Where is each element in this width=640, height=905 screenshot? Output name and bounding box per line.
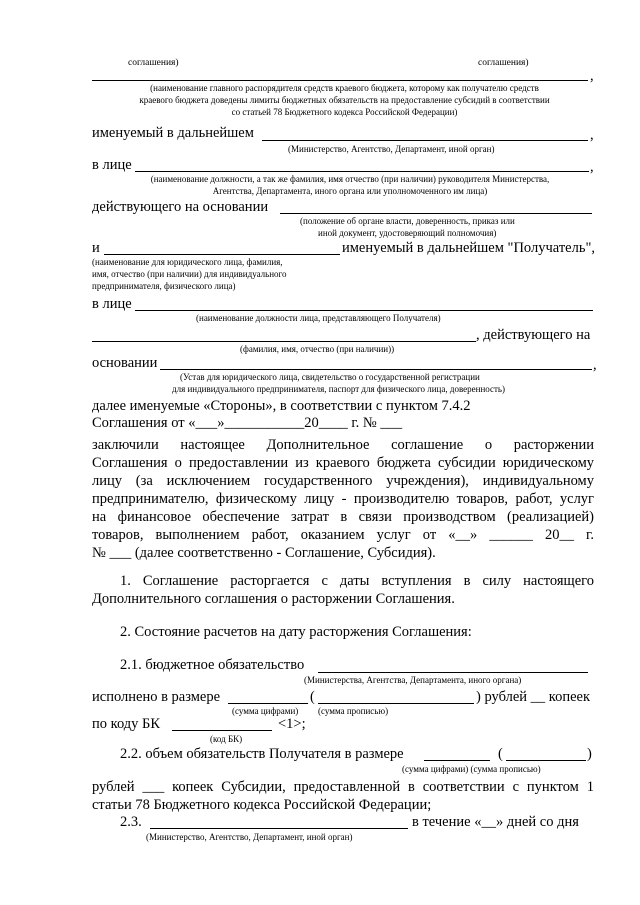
party2-name-caption-3: предпринимателя, физического лица) [92, 281, 236, 291]
item21-rub-label: ) рублей __ копеек [476, 689, 591, 705]
body-line-3: заключили настоящее Дополнительное соглашение о расторжении [92, 437, 594, 453]
top-right-fragment: соглашения) [478, 58, 529, 68]
item21-organ-caption: (Министерства, Агентства, Департамента, иного органа) [304, 675, 522, 685]
item21-ref: <1>; [278, 716, 306, 732]
item1-line-1: 1. Соглашение расторгается с даты вступления в силу настоящего [120, 573, 594, 589]
grantor-caption-3: со статьей 78 Бюджетного кодекса Российской Федерации) [231, 107, 458, 117]
party1-person-caption-1: (наименование должности, а так же фамилия, имя отчество (при наличии) руководителя Министерства, [150, 174, 550, 184]
grantor-name-line [92, 80, 588, 81]
party2-referred-label: именуемый в дальнейшем "Получатель", [342, 240, 595, 256]
item2-heading: 2. Состояние расчетов на дату расторжения Соглашения: [120, 624, 472, 640]
body-line-9: № ___ (далее соответственно - Соглашение, Субсидия). [92, 545, 436, 561]
body-line-8: товаров, выполнением работ, оказанием услуг от «__» ______ 20__ г. [92, 527, 594, 543]
party2-basis-caption-2: для индивидуального предпринимателя, паспорт для физического лица, доверенность) [172, 384, 506, 394]
item21-exec-label: исполнено в размере [92, 689, 221, 705]
party2-basis-caption-1: (Устав для юридического лица, свидетельство о государственной регистрации [180, 372, 480, 382]
party2-person-label: в лице [92, 296, 132, 312]
item22-paren-close: ) [587, 746, 592, 762]
party1-person-caption-2: Агентства, Департамента, иного органа или уполномоченного им лица) [212, 186, 488, 196]
party1-basis-line [280, 213, 592, 214]
item21-organ-line [318, 672, 588, 673]
party2-fio-caption: (фамилия, имя, отчество (при наличии)) [240, 344, 395, 354]
party2-name-caption-2: имя, отчество (при наличии) для индивидуального [92, 269, 287, 279]
item21-bk-caption: (код БК) [210, 734, 243, 744]
item23-label: 2.3. [120, 814, 142, 830]
body-line-2: Соглашения от «___»___________20____ г. № ___ [92, 415, 403, 431]
party1-person-line [135, 171, 589, 172]
item23-tail: в течение «__» дней со дня [412, 814, 579, 830]
party1-person-label: в лице [92, 157, 132, 173]
item22-line-3: статьи 78 Бюджетного кодекса Российской Федерации; [92, 797, 432, 813]
party1-referred-caption: (Министерство, Агентство, Департамент, иной орган) [288, 144, 495, 154]
grantor-caption-2: краевого бюджета доведены лимиты бюджетных обязательств на предоставление субсидий в соответствии [139, 95, 550, 105]
party1-basis-caption-2: иной документ, удостоверяющий полномочия) [318, 228, 497, 238]
party1-referred-label: именуемый в дальнейшем [92, 125, 254, 141]
item21-words-line [318, 703, 474, 704]
item21-label: 2.1. бюджетное обязательство [120, 657, 305, 673]
body-line-6: предпринимателю, физическому лицу - производителю товаров, работ, услуг [92, 491, 594, 507]
party1-basis-caption-1: (положение об органе власти, доверенность, приказ или [300, 216, 515, 226]
party2-acting-label: , действующего на [476, 327, 591, 343]
item21-bk-label: по коду БК [92, 716, 161, 732]
item22-paren-open: ( [498, 746, 503, 762]
grantor-comma: , [590, 68, 594, 84]
party2-person-line [135, 310, 593, 311]
item22-label: 2.2. объем обязательств Получателя в размере [120, 746, 404, 762]
item23-organ-line [150, 828, 408, 829]
party2-fio-line [92, 341, 476, 342]
body-line-1: далее именуемые «Стороны», в соответствии с пунктом 7.4.2 [92, 398, 471, 414]
item22-line-2: рублей ___ копеек Субсидии, предоставленной в соответствии с пунктом 1 [92, 779, 594, 795]
body-line-4: Соглашения о предоставлении из краевого бюджета субсидии юридическому [92, 455, 594, 471]
grantor-caption-1: (наименование главного распорядителя средств краевого бюджета, которому как получателю средств [150, 83, 539, 93]
party1-referred-line [262, 140, 588, 141]
party1-referred-comma: , [590, 127, 594, 143]
party2-basis-line [160, 369, 592, 370]
item22-digits-line [424, 760, 490, 761]
party2-name-line [104, 254, 340, 255]
item21-digits-line [228, 703, 308, 704]
party1-basis-label: действующего на основании [92, 199, 269, 215]
item21-digits-caption: (сумма цифрами) [232, 706, 299, 716]
party1-person-comma: , [590, 159, 594, 175]
body-line-7: на финансовое обеспечение затрат в связи производством (реализацией) [92, 509, 594, 525]
party2-basis-comma: , [593, 357, 597, 373]
item23-caption: (Министерство, Агентство, Департамент, иной орган) [146, 832, 353, 842]
body-line-5: лицу (за исключением государственного учреждения), индивидуальному [92, 473, 594, 489]
item1-line-2: Дополнительного соглашения о расторжении Соглашения. [92, 591, 455, 607]
party2-name-caption-1: (наименование для юридического лица, фамилия, [92, 257, 283, 267]
item21-words-caption: (сумма прописью) [318, 706, 389, 716]
item22-words-line [506, 760, 586, 761]
party2-basis-label: основании [92, 355, 158, 371]
item22-caption: (сумма цифрами) (сумма прописью) [402, 764, 541, 774]
item21-bk-line [172, 730, 272, 731]
top-left-fragment: соглашения) [128, 58, 179, 68]
party2-and-label: и [92, 240, 100, 256]
item21-paren-open: ( [310, 689, 315, 705]
party2-person-caption: (наименование должности лица, представляющего Получателя) [196, 313, 441, 323]
